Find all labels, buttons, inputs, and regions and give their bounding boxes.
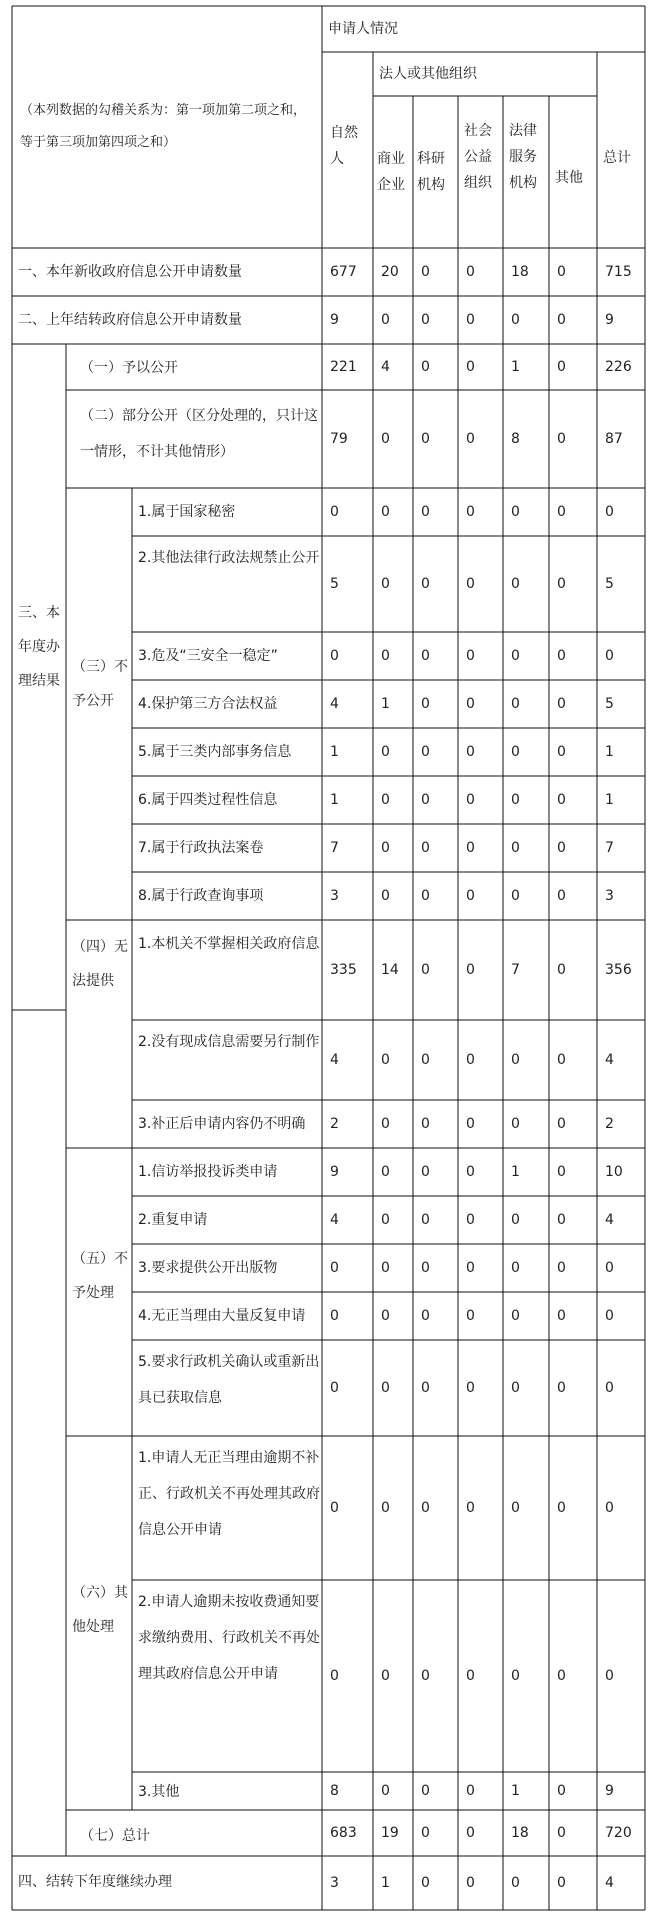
value-cell: 4 [381, 359, 390, 375]
value-cell: 0 [511, 1500, 520, 1516]
value-cell: 5 [330, 576, 339, 592]
value-cell: 0 [421, 1308, 430, 1324]
value-cell: 0 [466, 888, 475, 904]
value-cell: 0 [381, 1052, 390, 1068]
value-cell: 1 [511, 359, 520, 375]
value-cell: 0 [605, 504, 614, 520]
item-label: 5.属于三类内部事务信息 [138, 744, 292, 760]
value-cell: 4 [605, 1875, 614, 1891]
value-cell: 8 [511, 431, 520, 447]
value-cell: 1 [381, 696, 390, 712]
item-label: 3.危及“三安全一稳定” [138, 648, 278, 664]
value-cell: 0 [381, 792, 390, 808]
value-cell: 0 [511, 744, 520, 760]
row-label-new: 一、本年新收政府信息公开申请数量 [18, 264, 242, 280]
value-cell: 0 [466, 312, 475, 328]
value-cell: 0 [381, 1783, 390, 1799]
value-cell: 14 [381, 962, 399, 978]
value-cell: 0 [421, 1500, 430, 1516]
value-cell: 0 [466, 359, 475, 375]
value-cell: 0 [557, 1783, 566, 1799]
value-cell: 0 [421, 648, 430, 664]
value-cell: 0 [330, 648, 339, 664]
value-cell: 0 [330, 1380, 339, 1396]
value-cell: 0 [557, 744, 566, 760]
value-cell: 0 [605, 1500, 614, 1516]
value-cell: 0 [466, 1164, 475, 1180]
value-cell: 0 [421, 359, 430, 375]
row-label-carry: 二、上年结转政府信息公开申请数量 [18, 312, 242, 328]
value-cell: 1 [381, 1875, 390, 1891]
value-cell: 0 [421, 840, 430, 856]
value-cell: 0 [511, 888, 520, 904]
value-cell: 0 [421, 1212, 430, 1228]
value-cell: 0 [421, 264, 430, 280]
value-cell: 9 [330, 312, 339, 328]
value-cell: 0 [605, 648, 614, 664]
value-cell: 0 [466, 1783, 475, 1799]
value-cell: 1 [330, 744, 339, 760]
value-cell: 0 [557, 1052, 566, 1068]
value-cell: 0 [381, 312, 390, 328]
value-cell: 0 [421, 1260, 430, 1276]
item-label: 5.要求行政机关确认或重新出具已获取信息 [138, 1354, 320, 1406]
value-cell: 0 [381, 504, 390, 520]
value-cell: 0 [381, 1212, 390, 1228]
value-cell: 0 [421, 504, 430, 520]
value-cell: 9 [605, 312, 614, 328]
value-cell: 0 [466, 1308, 475, 1324]
item-label: 2.重复申请 [138, 1212, 208, 1228]
value-cell: 0 [466, 1875, 475, 1891]
header-social: 社会公益组织 [464, 123, 492, 191]
row-label-open: （一）予以公开 [80, 360, 178, 376]
value-cell: 0 [421, 1875, 430, 1891]
header-applicant-situation: 申请人情况 [328, 21, 398, 37]
value-cell: 0 [421, 792, 430, 808]
value-cell: 0 [557, 1116, 566, 1132]
value-cell: 0 [511, 696, 520, 712]
row-label-forward: 四、结转下年度继续办理 [18, 1874, 172, 1890]
value-cell: 1 [511, 1164, 520, 1180]
value-cell: 0 [381, 576, 390, 592]
value-cell: 4 [330, 696, 339, 712]
item-label: 1.信访举报投诉类申请 [138, 1164, 278, 1180]
value-cell: 0 [557, 1164, 566, 1180]
value-cell: 2 [605, 1116, 614, 1132]
value-cell: 2 [330, 1116, 339, 1132]
item-label: 7.属于行政执法案卷 [138, 840, 264, 856]
value-cell: 0 [466, 1825, 475, 1841]
header-commercial: 商业企业 [377, 151, 405, 193]
value-cell: 0 [381, 1260, 390, 1276]
value-cell: 0 [557, 840, 566, 856]
item-label: 1.申请人无正当理由逾期不补正、行政机关不再处理其政府信息公开申请 [138, 1450, 320, 1538]
value-cell: 0 [557, 1212, 566, 1228]
value-cell: 8 [330, 1783, 339, 1799]
value-cell: 0 [557, 1668, 566, 1684]
value-cell: 0 [381, 744, 390, 760]
section-label-results: 三、本年度办理结果 [18, 605, 60, 689]
item-label: 4.保护第三方合法权益 [138, 696, 278, 712]
value-cell: 0 [421, 312, 430, 328]
value-cell: 0 [557, 1308, 566, 1324]
value-cell: 0 [381, 1380, 390, 1396]
value-cell: 18 [511, 264, 529, 280]
value-cell: 0 [330, 1308, 339, 1324]
value-cell: 683 [330, 1825, 357, 1841]
value-cell: 0 [466, 576, 475, 592]
value-cell: 0 [421, 1052, 430, 1068]
value-cell: 3 [605, 888, 614, 904]
value-cell: 0 [557, 1260, 566, 1276]
value-cell: 0 [381, 888, 390, 904]
value-cell: 0 [466, 840, 475, 856]
value-cell: 0 [605, 1380, 614, 1396]
value-cell: 0 [557, 962, 566, 978]
value-cell: 10 [605, 1164, 623, 1180]
value-cell: 0 [421, 888, 430, 904]
value-cell: 0 [557, 792, 566, 808]
value-cell: 0 [421, 1164, 430, 1180]
item-label: 3.其他 [138, 1784, 180, 1800]
value-cell: 0 [381, 1164, 390, 1180]
value-cell: 0 [557, 504, 566, 520]
value-cell: 0 [511, 1052, 520, 1068]
value-cell: 0 [605, 1668, 614, 1684]
value-cell: 0 [466, 744, 475, 760]
item-label: 3.要求提供公开出版物 [138, 1260, 278, 1276]
value-cell: 4 [330, 1052, 339, 1068]
value-cell: 0 [511, 1308, 520, 1324]
value-cell: 0 [381, 1500, 390, 1516]
value-cell: 0 [557, 1380, 566, 1396]
value-cell: 0 [466, 1500, 475, 1516]
value-cell: 7 [330, 840, 339, 856]
value-cell: 0 [466, 792, 475, 808]
value-cell: 0 [466, 1212, 475, 1228]
value-cell: 0 [381, 840, 390, 856]
value-cell: 9 [605, 1783, 614, 1799]
value-cell: 0 [511, 1380, 520, 1396]
value-cell: 0 [511, 1260, 520, 1276]
header-other: 其他 [555, 170, 583, 186]
header-total: 总计 [603, 150, 631, 166]
value-cell: 0 [381, 648, 390, 664]
value-cell: 0 [466, 264, 475, 280]
header-natural-person: 自然人 [330, 125, 358, 167]
value-cell: 7 [511, 962, 520, 978]
value-cell: 0 [381, 1116, 390, 1132]
value-cell: 4 [605, 1052, 614, 1068]
value-cell: 0 [421, 962, 430, 978]
item-label: 2.其他法律行政法规禁止公开 [138, 550, 320, 566]
value-cell: 0 [557, 1500, 566, 1516]
value-cell: 1 [330, 792, 339, 808]
value-cell: 18 [511, 1825, 529, 1841]
value-cell: 0 [511, 1875, 520, 1891]
value-cell: 0 [511, 792, 520, 808]
value-cell: 0 [466, 962, 475, 978]
value-cell: 0 [466, 1260, 475, 1276]
value-cell: 1 [605, 792, 614, 808]
value-cell: 0 [557, 431, 566, 447]
value-cell: 335 [330, 962, 357, 978]
value-cell: 0 [557, 264, 566, 280]
value-cell: 0 [511, 1668, 520, 1684]
value-cell: 720 [605, 1825, 632, 1841]
item-label: 3.补正后申请内容仍不明确 [138, 1116, 306, 1132]
value-cell: 0 [511, 648, 520, 664]
item-label: 6.属于四类过程性信息 [138, 792, 278, 808]
value-cell: 0 [421, 1783, 430, 1799]
value-cell: 7 [605, 840, 614, 856]
value-cell: 0 [466, 1380, 475, 1396]
item-label: 2.申请人逾期未按收费通知要求缴纳费用、行政机关不再处理其政府信息公开申请 [138, 1594, 320, 1682]
value-cell: 0 [511, 1116, 520, 1132]
value-cell: 87 [605, 431, 623, 447]
value-cell: 0 [381, 1668, 390, 1684]
header-legal-service: 法律服务机构 [509, 123, 537, 191]
value-cell: 3 [330, 1875, 339, 1891]
value-cell: 221 [330, 359, 357, 375]
row-label-partial: （二）部分公开（区分处理的，只计这一情形，不计其他情形） [80, 408, 318, 460]
value-cell: 0 [466, 1668, 475, 1684]
value-cell: 226 [605, 359, 632, 375]
value-cell: 0 [330, 1668, 339, 1684]
value-cell: 0 [557, 888, 566, 904]
value-cell: 0 [381, 1308, 390, 1324]
group-label-unable: （四）无法提供 [72, 939, 128, 989]
value-cell: 0 [511, 504, 520, 520]
value-cell: 0 [466, 648, 475, 664]
value-cell: 0 [421, 1668, 430, 1684]
value-cell: 0 [466, 1052, 475, 1068]
group-label-other-process: （六）其他处理 [72, 1585, 128, 1635]
item-label: 1.本机关不掌握相关政府信息 [138, 936, 320, 952]
value-cell: 0 [466, 1116, 475, 1132]
item-label: 8.属于行政查询事项 [138, 888, 264, 904]
value-cell: 0 [557, 576, 566, 592]
value-cell: 0 [330, 504, 339, 520]
row-label-total: （七）总计 [80, 1828, 150, 1844]
value-cell: 19 [381, 1825, 399, 1841]
value-cell: 0 [330, 1500, 339, 1516]
value-cell: 0 [466, 504, 475, 520]
value-cell: 677 [330, 264, 357, 280]
value-cell: 0 [511, 1212, 520, 1228]
header-legal-or-other-org: 法人或其他组织 [379, 66, 477, 82]
value-cell: 0 [421, 1116, 430, 1132]
value-cell: 0 [421, 431, 430, 447]
value-cell: 0 [421, 744, 430, 760]
value-cell: 0 [557, 312, 566, 328]
value-cell: 20 [381, 264, 399, 280]
value-cell: 1 [605, 744, 614, 760]
value-cell: 5 [605, 696, 614, 712]
value-cell: 0 [605, 1260, 614, 1276]
value-cell: 0 [557, 1825, 566, 1841]
value-cell: 0 [466, 696, 475, 712]
value-cell: 1 [511, 1783, 520, 1799]
value-cell: 0 [466, 431, 475, 447]
value-cell: 4 [330, 1212, 339, 1228]
value-cell: 0 [421, 576, 430, 592]
value-cell: 715 [605, 264, 632, 280]
value-cell: 3 [330, 888, 339, 904]
group-label-not-process: （五）不予处理 [72, 1251, 128, 1301]
value-cell: 0 [511, 312, 520, 328]
value-cell: 0 [605, 1308, 614, 1324]
item-label: 1.属于国家秘密 [138, 504, 236, 520]
group-label-not-open: （三）不予公开 [72, 659, 128, 709]
value-cell: 0 [381, 431, 390, 447]
value-cell: 0 [557, 696, 566, 712]
value-cell: 0 [557, 359, 566, 375]
value-cell: 0 [557, 1875, 566, 1891]
value-cell: 0 [421, 696, 430, 712]
item-label: 2.没有现成信息需要另行制作 [138, 1034, 320, 1050]
value-cell: 9 [330, 1164, 339, 1180]
value-cell: 0 [511, 840, 520, 856]
item-label: 4.无正当理由大量反复申请 [138, 1308, 306, 1324]
value-cell: 79 [330, 431, 348, 447]
value-cell: 0 [421, 1825, 430, 1841]
header-note: （本列数据的勾稽关系为：第一项加第二项之和，等于第三项加第四项之和） [20, 103, 307, 150]
value-cell: 0 [330, 1260, 339, 1276]
value-cell: 0 [421, 1380, 430, 1396]
value-cell: 0 [511, 576, 520, 592]
header-research: 科研机构 [417, 151, 445, 193]
value-cell: 0 [557, 648, 566, 664]
value-cell: 356 [605, 962, 632, 978]
value-cell: 4 [605, 1212, 614, 1228]
value-cell: 5 [605, 576, 614, 592]
